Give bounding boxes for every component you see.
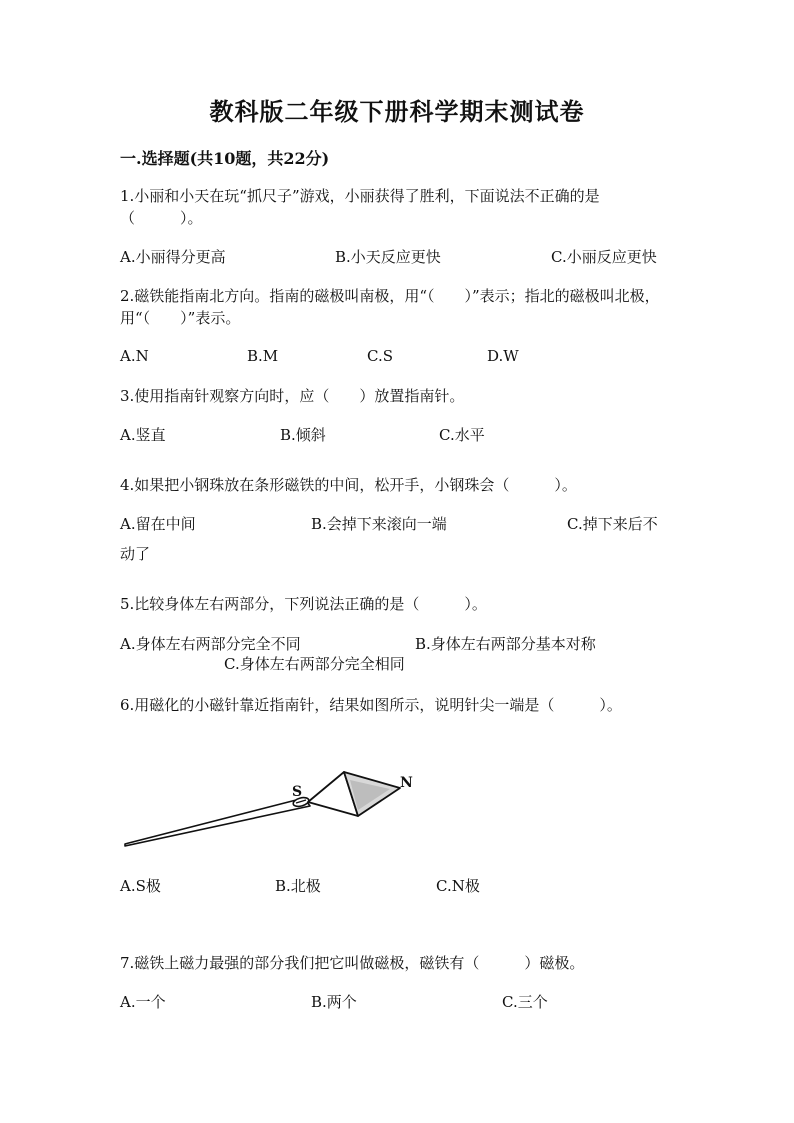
q4-option-c[interactable]: C.掉下来后不 xyxy=(567,515,658,533)
q7-option-c[interactable]: C.三个 xyxy=(502,993,548,1011)
q2-option-a[interactable]: A.N xyxy=(120,347,149,365)
q6-option-b[interactable]: B.北极 xyxy=(275,877,321,895)
q6-option-c[interactable]: C.N极 xyxy=(436,877,480,895)
q5-option-a[interactable]: A.身体左右两部分完全不同 xyxy=(120,635,301,653)
question-5: 5.比较身体左右两部分，下列说法正确的是（ ）。 xyxy=(120,595,487,613)
question-1: 1.小丽和小天在玩“抓尺子”游戏，小丽获得了胜利，下面说法不正确的是（ ）。 xyxy=(120,187,600,227)
q7-option-a[interactable]: A.一个 xyxy=(120,993,166,1011)
q4-option-b[interactable]: B.会掉下来滚向一端 xyxy=(311,515,447,533)
q5-option-b[interactable]: B.身体左右两部分基本对称 xyxy=(415,635,596,653)
q2-option-d[interactable]: D.W xyxy=(487,347,519,365)
question-4: 4.如果把小钢珠放在条形磁铁的中间，松开手，小钢珠会（ ）。 xyxy=(120,476,577,494)
needle-compass-figure xyxy=(120,760,420,855)
q3-option-c[interactable]: C.水平 xyxy=(439,426,485,444)
q2-option-b[interactable]: B.M xyxy=(247,347,279,365)
q6-option-a[interactable]: A.S极 xyxy=(120,877,161,895)
q1-option-b[interactable]: B.小天反应更快 xyxy=(335,248,441,266)
q2-option-c[interactable]: C.S xyxy=(367,347,393,365)
q7-option-b[interactable]: B.两个 xyxy=(311,993,357,1011)
page-title: 教科版二年级下册科学期末测试卷 xyxy=(209,97,585,126)
q3-option-b[interactable]: B.倾斜 xyxy=(280,426,326,444)
needle-body xyxy=(125,798,310,846)
question-2: 2.磁铁能指南北方向。指南的磁极叫南极，用“（ ）”表示；指北的磁极叫北极，用“（ ）”表示。 xyxy=(120,287,660,327)
section-heading: 一.选择题(共10题，共22分) xyxy=(120,149,330,168)
question-3: 3.使用指南针观察方向时，应（ ）放置指南针。 xyxy=(120,387,465,405)
question-6: 6.用磁化的小磁针靠近指南针，结果如图所示，说明针尖一端是（ ）。 xyxy=(120,696,622,714)
figure-label-s: S xyxy=(292,784,303,800)
q1-option-a[interactable]: A.小丽得分更高 xyxy=(120,248,226,266)
q3-option-a[interactable]: A.竖直 xyxy=(120,426,166,444)
q1-option-c[interactable]: C.小丽反应更快 xyxy=(551,248,657,266)
question-7: 7.磁铁上磁力最强的部分我们把它叫做磁极，磁铁有（ ）磁极。 xyxy=(120,954,585,972)
figure-label-n: N xyxy=(400,775,413,791)
q4-option-a[interactable]: A.留在中间 xyxy=(120,515,196,533)
q5-option-c[interactable]: C.身体左右两部分完全相同 xyxy=(224,655,405,673)
q4-option-c-continued: 动了 xyxy=(120,545,151,563)
